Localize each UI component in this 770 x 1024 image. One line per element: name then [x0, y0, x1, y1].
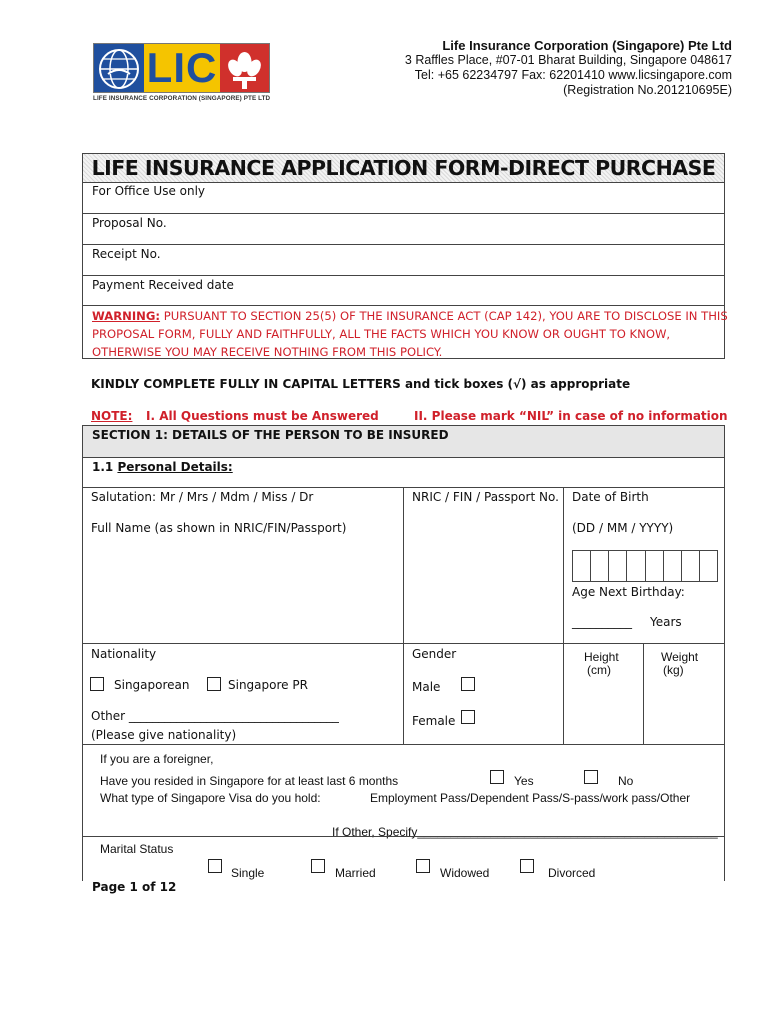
instruction-text: KINDLY COMPLETE FULLY IN CAPITAL LETTERS and tick boxes (√) as appropriate	[91, 377, 631, 391]
resided-no-checkbox[interactable]	[584, 770, 598, 784]
note-label: NOTE:	[91, 409, 133, 423]
nationality-label: Nationality	[91, 647, 157, 661]
single-label: Single	[231, 866, 265, 880]
divorced-checkbox[interactable]	[520, 859, 534, 873]
receipt-no-field[interactable]	[82, 245, 725, 276]
personal-details-row	[82, 457, 725, 488]
widowed-checkbox[interactable]	[416, 859, 430, 873]
company-contact: Tel: +65 62234797 Fax: 62201410 www.licsingapore.com	[414, 68, 732, 82]
warning-line-1: PURSUANT TO SECTION 25(5) OF THE INSURANCE ACT (CAP 142), YOU ARE TO DISCLOSE IN THIS	[160, 309, 728, 323]
payment-date-field[interactable]	[82, 276, 725, 306]
gender-label: Gender	[412, 647, 457, 661]
personal-details-label: Personal Details:	[117, 460, 233, 474]
warning-label: WARNING:	[92, 309, 161, 323]
company-info	[405, 38, 732, 98]
payment-date-label: Payment Received date	[92, 278, 234, 292]
married-label: Married	[335, 866, 376, 880]
company-name: Life Insurance Corporation (Singapore) Pte Ltd	[442, 38, 732, 53]
personal-details-number: 1.1	[92, 460, 118, 474]
singapore-pr-checkbox[interactable]	[207, 677, 221, 691]
note-2: II. Please mark “NIL” in case of no information	[414, 409, 728, 423]
resided-no-label: No	[618, 774, 634, 788]
visa-other-specify-field[interactable]: If Other, Specify_____________________________________________	[332, 825, 718, 839]
resided-yes-checkbox[interactable]	[490, 770, 504, 784]
proposal-no-field[interactable]	[82, 214, 725, 245]
female-checkbox[interactable]	[461, 710, 475, 724]
office-use-label: For Office Use only	[92, 184, 206, 198]
visa-question: What type of Singapore Visa do you hold:	[100, 791, 321, 805]
visa-types: Employment Pass/Dependent Pass/S-pass/work pass/Other	[370, 791, 691, 805]
singaporean-label: Singaporean	[114, 678, 190, 692]
resided-yes-label: Yes	[514, 774, 534, 788]
foreigner-label: If you are a foreigner,	[100, 752, 214, 766]
dob-format: (DD / MM / YYYY)	[572, 521, 674, 535]
singapore-pr-label: Singapore PR	[228, 678, 308, 692]
globe-hands-icon	[94, 44, 144, 92]
marital-status-label: Marital Status	[100, 842, 174, 856]
section-1-header	[82, 425, 725, 457]
single-checkbox[interactable]	[208, 859, 222, 873]
height-weight-divider	[643, 644, 644, 745]
weight-unit: (kg)	[663, 663, 684, 677]
logo-wordmark: LIC	[144, 44, 220, 92]
dob-input-boxes[interactable]	[572, 550, 718, 582]
lotus-icon	[220, 44, 269, 92]
male-label: Male	[412, 680, 441, 694]
divorced-label: Divorced	[548, 866, 596, 880]
company-registration: (Registration No.201210695E)	[563, 83, 732, 97]
married-checkbox[interactable]	[311, 859, 325, 873]
salutation-label[interactable]: Salutation: Mr / Mrs / Mdm / Miss / Dr	[91, 490, 314, 504]
proposal-no-label: Proposal No.	[92, 216, 167, 230]
marital-status-block	[82, 836, 725, 881]
warning-line-2: PROPOSAL FORM, FULLY AND FAITHFULLY, ALL THE FACTS WHICH YOU KNOW OR OUGHT TO KNOW,	[92, 327, 671, 341]
receipt-no-label: Receipt No.	[92, 247, 161, 261]
logo-caption: LIFE INSURANCE CORPORATION (SINGAPORE) PTE LTD	[93, 95, 271, 102]
height-unit: (cm)	[587, 663, 611, 677]
note-1: I. All Questions must be Answered	[146, 409, 379, 423]
warning-box	[82, 306, 728, 359]
form-title: LIFE INSURANCE APPLICATION FORM-DIRECT PURCHASE	[82, 153, 725, 183]
company-logo	[93, 43, 270, 107]
dob-label: Date of Birth	[572, 490, 649, 504]
page-number: Page 1 of 12	[92, 880, 177, 894]
widowed-label: Widowed	[440, 866, 490, 880]
resided-question: Have you resided in Singapore for at least last 6 months	[100, 774, 399, 788]
height-label: Height	[584, 650, 619, 664]
nric-column	[403, 487, 564, 644]
age-next-birthday-label: Age Next Birthday:	[572, 585, 685, 599]
nric-label[interactable]: NRIC / FIN / Passport No.	[412, 490, 559, 504]
give-nationality-label: (Please give nationality)	[91, 728, 237, 742]
male-checkbox[interactable]	[461, 677, 475, 691]
singaporean-checkbox[interactable]	[90, 677, 104, 691]
female-label: Female	[412, 714, 456, 728]
warning-line-3: OTHERWISE YOU MAY RECEIVE NOTHING FROM THIS POLICY.	[92, 345, 443, 359]
company-address: 3 Raffles Place, #07-01 Bharat Building, Singapore 048617	[404, 53, 732, 67]
full-name-label[interactable]: Full Name (as shown in NRIC/FIN/Passport)	[91, 521, 347, 535]
weight-label: Weight	[661, 650, 699, 664]
years-label: Years	[650, 615, 682, 629]
other-nationality-field[interactable]: Other ___________________________________	[91, 709, 339, 723]
section-1-title: SECTION 1: DETAILS OF THE PERSON TO BE INSURED	[92, 428, 449, 442]
office-use-row	[82, 183, 725, 214]
age-input[interactable]: __________	[572, 615, 632, 629]
